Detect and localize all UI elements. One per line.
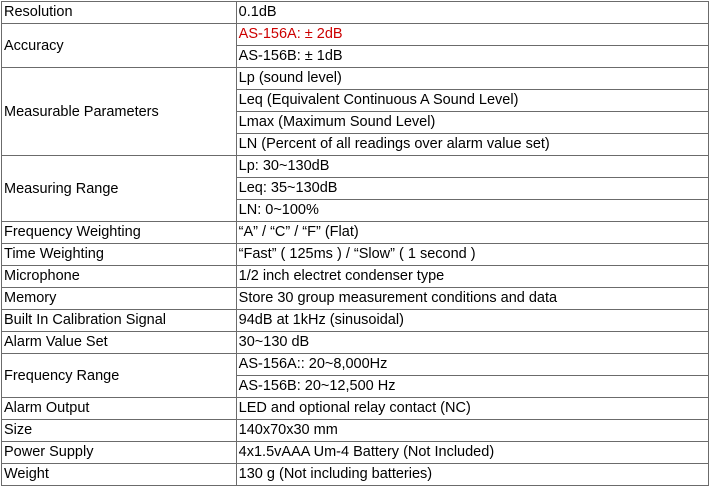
spec-label: Built In Calibration Signal	[2, 310, 237, 332]
spec-row	[2, 420, 709, 442]
spec-value: Lp: 30~130dB	[238, 158, 330, 174]
spec-row	[2, 222, 709, 244]
spec-row	[2, 244, 709, 266]
spec-value: 4x1.5vAAA Um-4 Battery (Not Included)	[236, 442, 708, 464]
spec-label: Memory	[2, 288, 237, 310]
spec-label: Resolution	[2, 2, 237, 24]
spec-row	[2, 24, 709, 68]
spec-label: Time Weighting	[2, 244, 237, 266]
spec-row	[2, 156, 709, 222]
spec-label: Measuring Range	[2, 156, 237, 222]
spec-row	[2, 68, 709, 156]
spec-value-cell	[236, 24, 708, 68]
spec-value: AS-156B: 20~12,500 Hz	[236, 375, 708, 397]
spec-value-cell	[236, 68, 708, 156]
spec-value: “Fast” ( 125ms ) / “Slow” ( 1 second )	[236, 244, 708, 266]
spec-label: Power Supply	[2, 442, 237, 464]
spec-value: Lmax (Maximum Sound Level)	[236, 111, 708, 133]
spec-label: Size	[2, 420, 237, 442]
spec-value: Leq: 35~130dB	[236, 177, 708, 199]
spec-label: Frequency Range	[2, 354, 237, 398]
spec-value: AS-156A:: 20~8,000Hz	[238, 356, 388, 372]
spec-value-cell	[236, 354, 708, 398]
spec-label: Accuracy	[2, 24, 237, 68]
spec-label: Microphone	[2, 266, 237, 288]
spec-value: LED and optional relay contact (NC)	[236, 398, 708, 420]
spec-value: LN (Percent of all readings over alarm value set)	[236, 133, 708, 155]
spec-value: 94dB at 1kHz (sinusoidal)	[236, 310, 708, 332]
spec-row	[2, 398, 709, 420]
spec-label: Alarm Value Set	[2, 332, 237, 354]
spec-value: 0.1dB	[236, 2, 708, 24]
spec-value: Leq (Equivalent Continuous A Sound Level)	[236, 89, 708, 111]
spec-value: LN: 0~100%	[236, 199, 708, 221]
spec-row	[2, 442, 709, 464]
spec-row	[2, 354, 709, 398]
spec-row	[2, 332, 709, 354]
spec-label: Alarm Output	[2, 398, 237, 420]
spec-label: Weight	[2, 464, 237, 486]
spec-row	[2, 310, 709, 332]
spec-row	[2, 464, 709, 486]
spec-value: 140x70x30 mm	[236, 420, 708, 442]
spec-value: AS-156B: ± 1dB	[236, 45, 708, 67]
spec-value: Lp (sound level)	[238, 70, 342, 86]
spec-value: “A” / “C” / “F” (Flat)	[236, 222, 708, 244]
specifications-table	[1, 1, 709, 486]
spec-value: 130 g (Not including batteries)	[236, 464, 708, 486]
spec-value: Store 30 group measurement conditions and data	[236, 288, 708, 310]
spec-label: Measurable Parameters	[2, 68, 237, 156]
spec-value: AS-156A: ± 2dB	[238, 26, 343, 42]
spec-row	[2, 266, 709, 288]
spec-value: 30~130 dB	[236, 332, 708, 354]
spec-label: Frequency Weighting	[2, 222, 237, 244]
spec-value-cell	[236, 156, 708, 222]
spec-row	[2, 288, 709, 310]
specifications-table-body	[2, 2, 709, 486]
spec-value: 1/2 inch electret condenser type	[236, 266, 708, 288]
spec-row	[2, 2, 709, 24]
